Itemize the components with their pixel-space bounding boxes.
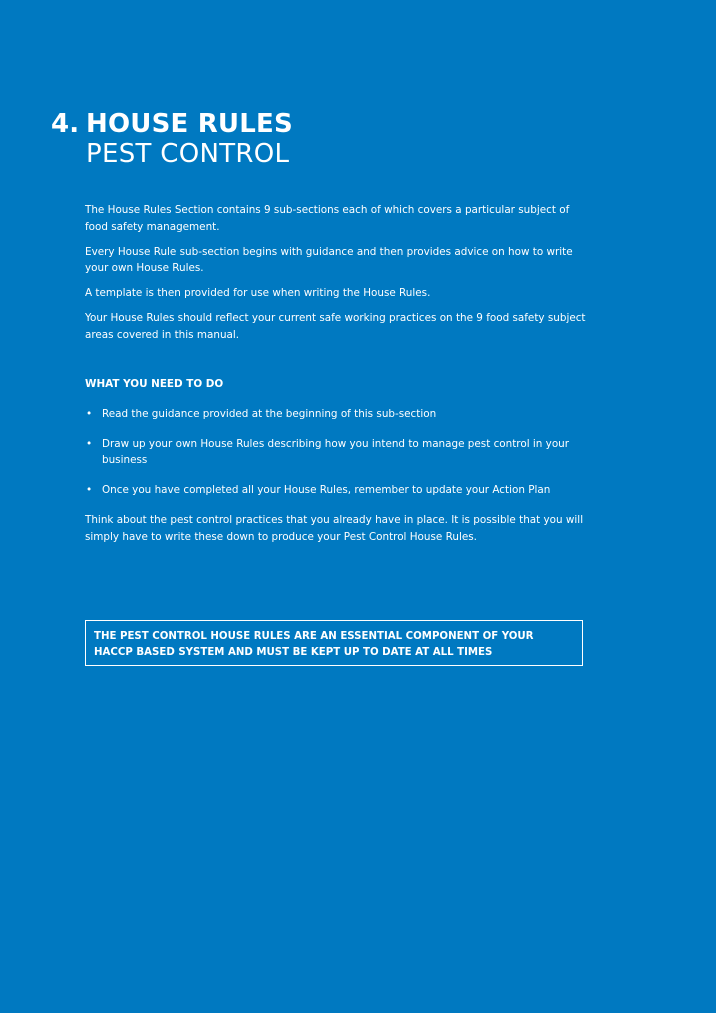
todo-item-text: Read the guidance provided at the beginning of this sub-section [102,407,437,420]
bullet-icon: • [86,484,93,496]
closing-paragraph: Think about the pest control practices that you already have in place. It is possible that you will simply have to write these down to produce your Pest Control House Rules. [85,514,584,543]
body-content [85,202,595,554]
intro-paragraph: Your House Rules should reflect your current safe working practices on the 9 food safety subject areas covered in this manual. [85,312,586,341]
bullet-icon: • [86,407,93,420]
callout-box [85,620,583,666]
todo-item [85,482,595,499]
todo-list [85,406,595,499]
intro-paragraph: The House Rules Section contains 9 sub-sections each of which covers a particular subject of food safety management. [85,204,570,233]
todo-item-text: Draw up your own House Rules describing how you intend to manage pest control in your business [102,437,570,466]
callout-text: THE PEST CONTROL HOUSE RULES ARE AN ESSENTIAL COMPONENT OF YOUR HACCP BASED SYSTEM AND MUST BE KEPT UP TO DATE AT ALL TIMES [94,631,534,658]
intro-paragraph: A template is then provided for use when writing the House Rules. [85,287,431,299]
section-title [51,109,293,139]
intro-paragraph: Every House Rule sub-section begins with guidance and then provides advice on how to write your own House Rules. [85,245,573,274]
todo-item-text: Once you have completed all your House Rules, remember to update your Action Plan [102,484,551,496]
section-subtitle: PEST CONTROL [86,139,290,169]
todo-heading: WHAT YOU NEED TO DO [85,378,224,390]
section-title-text: HOUSE RULES [86,109,293,139]
bullet-icon: • [86,437,93,450]
section-number: 4. [51,109,80,139]
todo-item [85,436,595,469]
section-heading [51,109,293,169]
todo-item [85,406,595,423]
